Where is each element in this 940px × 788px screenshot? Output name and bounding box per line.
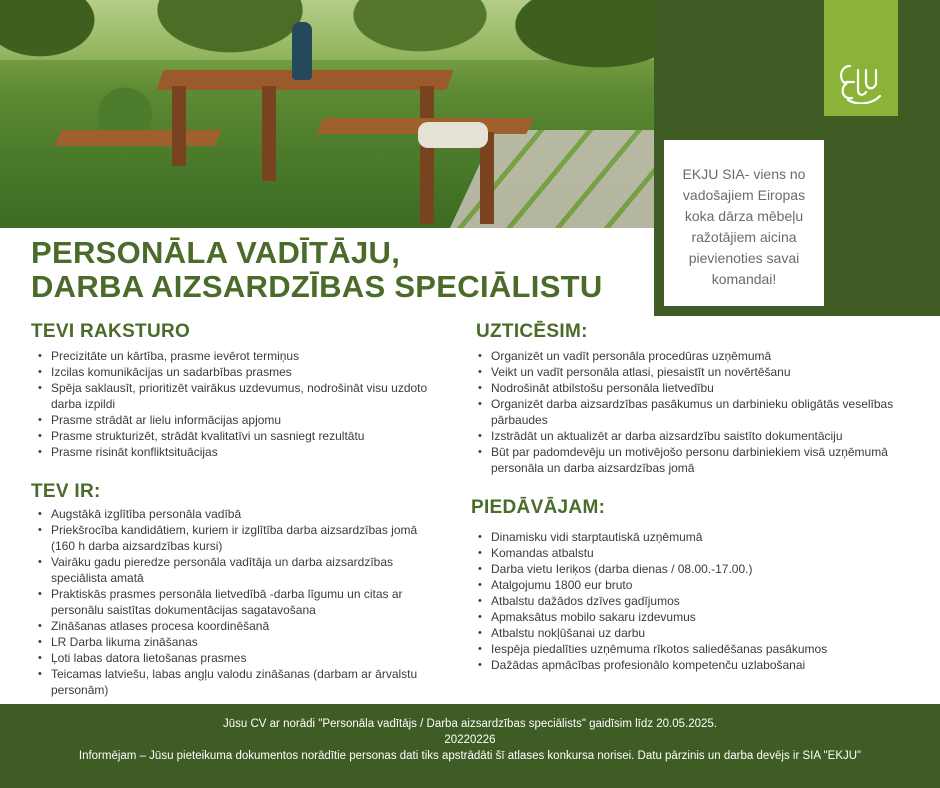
list-item: • Atalgojumu 1800 eur bruto <box>471 577 911 593</box>
job-title-line-2: DARBA AIZSARDZĪBAS SPECIĀLISTU <box>31 269 603 304</box>
list-piedavajam <box>471 529 911 673</box>
job-title <box>31 236 603 304</box>
list-item: • Praktiskās prasmes personāla lietvedībā -darba līgumu un citas ar personālu saistītas dokumentācijas sagatavošana <box>31 586 436 618</box>
list-item: • Organizēt un vadīt personāla procedūras uzņēmumā <box>471 348 921 364</box>
footer-deadline: Jūsu CV ar norādi "Personāla vadītājs / Darba aizsardzības speciālists" gaidīsim līdz 20.05.2025. <box>223 718 717 730</box>
list-uzticesim <box>471 348 921 476</box>
list-item: • Būt par padomdevēju un motivējošo personu darbiniekiem visā uzņēmumā personāla un darba aizsardzības jomā <box>471 444 921 476</box>
list-item: • Nodrošināt atbilstošu personāla lietvedību <box>471 380 921 396</box>
list-item: • Atbalstu dažādos dzīves gadījumos <box>471 593 911 609</box>
ekju-logo-icon <box>836 60 886 104</box>
list-item: • Vairāku gadu pieredze personāla vadītāja un darba aizsardzības speciālista amatā <box>31 554 436 586</box>
section-heading-tev-ir: TEV IR: <box>31 481 101 502</box>
list-item: • Izcilas komunikācijas un sadarbības prasmes <box>31 364 431 380</box>
list-item: • Teicamas latviešu, labas angļu valodu zināšanas (darbam ar ārvalstu personām) <box>31 666 436 698</box>
list-item: • Izstrādāt un aktualizēt ar darba aizsardzību saistīto dokumentāciju <box>471 428 921 444</box>
list-item: • Komandas atbalstu <box>471 545 911 561</box>
intro-card <box>664 140 824 306</box>
list-item: • Veikt un vadīt personāla atlasi, piesaistīt un novērtēšanu <box>471 364 921 380</box>
list-item: • Precizitāte un kārtība, prasme ievērot termiņus <box>31 348 431 364</box>
list-item: • Prasme risināt konfliktsituācijas <box>31 444 431 460</box>
list-item: • Apmaksātus mobilo sakaru izdevumus <box>471 609 911 625</box>
job-title-line-1: PERSONĀLA VADĪTĀJU, <box>31 235 401 270</box>
list-item: • Dinamisku vidi starptautiskā uzņēmumā <box>471 529 911 545</box>
list-item: • Priekšrocība kandidātiem, kuriem ir izglītība darba aizsardzības jomā (160 h darba aizsardzības kursi) <box>31 522 436 554</box>
list-item: • Prasme strukturizēt, strādāt kvalitatīvi un sasniegt rezultātu <box>31 428 431 444</box>
list-item: • Ļoti labas datora lietošanas prasmes <box>31 650 436 666</box>
list-item: • Atbalstu nokļūšanai uz darbu <box>471 625 911 641</box>
section-heading-piedavajam: PIEDĀVĀJAM: <box>471 497 606 518</box>
list-item: • Dažādas apmācības profesionālo kompetenču uzlabošanai <box>471 657 911 673</box>
list-item: • Darba vietu Ieriķos (darba dienas / 08.00.-17.00.) <box>471 561 911 577</box>
list-item: • Iespēja piedalīties uzņēmuma rīkotos saliedēšanas pasākumos <box>471 641 911 657</box>
footer <box>0 704 940 788</box>
list-item: • LR Darba likuma zināšanas <box>31 634 436 650</box>
footer-reference: 20220226 <box>444 734 496 746</box>
list-tevi-raksturo <box>31 348 431 460</box>
ekju-logo <box>824 0 898 116</box>
list-item: • Prasme strādāt ar lielu informācijas apjomu <box>31 412 431 428</box>
list-item: • Zināšanas atlases procesa koordinēšanā <box>31 618 436 634</box>
footer-privacy-note: Informējam – Jūsu pieteikuma dokumentos norādītie personas dati tiks apstrādāti šī atlases konkursa norisei. Datu pārzinis un darba devējs ir SIA "EKJU" <box>78 750 862 762</box>
section-heading-tevi-raksturo: TEVI RAKSTURO <box>31 321 191 342</box>
hero-garden-photo <box>0 0 654 228</box>
list-tev-ir <box>31 506 436 698</box>
list-item: • Augstākā izglītība personāla vadībā <box>31 506 436 522</box>
list-item: • Spēja saklausīt, prioritizēt vairākus uzdevumus, nodrošināt visu uzdoto darba izpildi <box>31 380 431 412</box>
list-item: • Organizēt darba aizsardzības pasākumus un darbinieku obligātās veselības pārbaudes <box>471 396 921 428</box>
intro-text: EKJU SIA- viens no vadošajiem Eiropas koka dārza mēbeļu ražotājiem aicina pievienoties savai komandai! <box>682 166 806 287</box>
section-heading-uzticesim: UZTICĒSIM: <box>476 321 588 342</box>
vase-image <box>292 22 312 80</box>
